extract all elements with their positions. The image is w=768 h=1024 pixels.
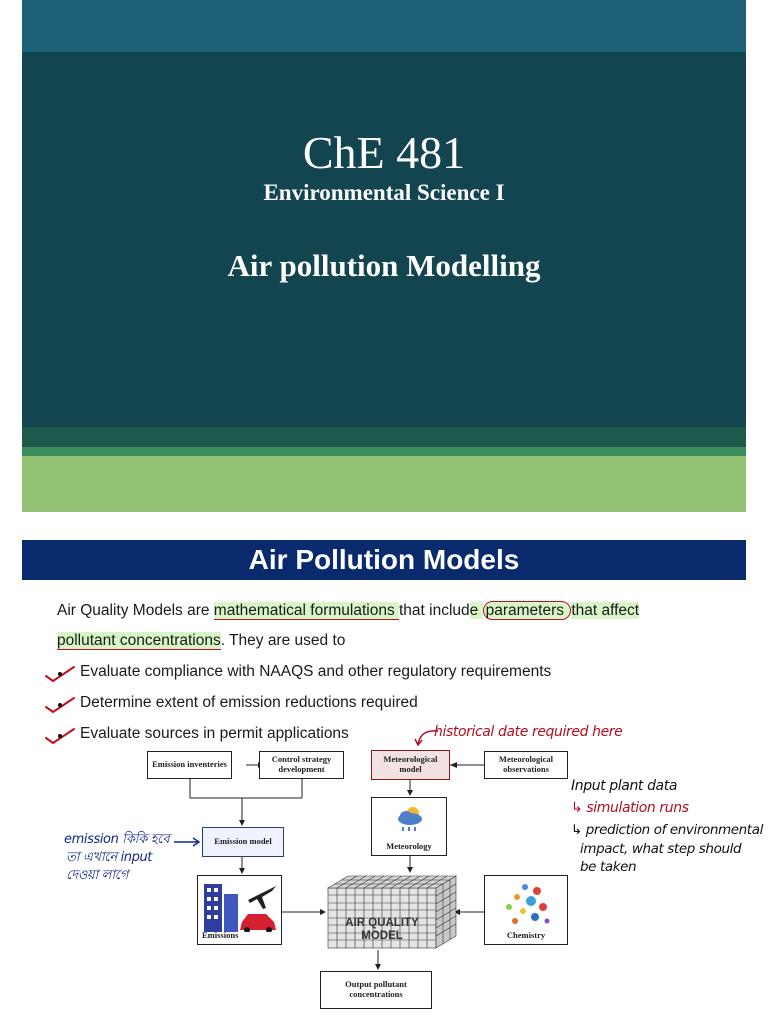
box-output-concentrations: Output pollutant concentrations [320,971,432,1009]
aq-label-line1: AIR QUALITY [345,917,419,929]
intro-text: . They are used to [220,632,346,649]
circled-parameters: parameters [483,601,572,620]
box-meteorological-model: Meteorological model [371,750,450,780]
highlight-pollutant-concentrations: pollutant concentrations [57,632,221,649]
bullet-item: Evaluate compliance with NAAQS and other regulatory requirements [80,663,552,680]
course-subtitle: Environmental Science I [263,180,505,205]
aq-label-line2: MODEL [361,930,403,942]
intro-text: e [469,602,483,619]
highlight-affect: that affect [571,602,640,619]
city-emissions-icon [200,878,280,932]
annotation-emission-note-1: emission কিকি হবে [64,832,170,847]
intro-text: Air Quality Models are [57,602,214,619]
box-chemistry [484,875,568,945]
molecules-icon [495,879,559,929]
annotation-impact: impact, what step should [580,841,742,857]
box-emission-inventories: Emission inventeries [147,751,232,779]
annotation-historical: historical date required here [434,724,623,740]
bullet-item: Determine extent of emission reductions required [80,694,418,711]
highlight-math-formulations: mathematical formulations [213,602,399,619]
chemistry-label: Chemistry [506,930,546,940]
box-meteorology [371,797,447,856]
box-emission-model: Emission model [202,827,284,857]
box-emissions [197,875,282,945]
course-code: ChE 481 [302,127,466,178]
bullet-item: Evaluate sources in permit applications [80,725,349,742]
annotation-emission-note-2: তা এখানে input [66,850,153,865]
box-control-strategy: Control strategy development [259,751,344,779]
air-quality-model-label [328,917,436,943]
weather-cloud-icon [393,802,427,836]
emissions-label: Emissions [202,930,239,940]
annotation-input-plant-data: Input plant data [571,778,678,794]
annotation-prediction: ↳ prediction of environmental [571,822,763,838]
meteorology-label: Meteorology [386,841,432,851]
intro-text: that includ [399,602,470,619]
annotation-emission-note-3: দেওয়া লাগে [66,868,129,883]
slide-title: Air Pollution Models [22,540,746,580]
box-meteorological-observations: Meteorological observations [484,751,568,779]
annotation-be-taken: be taken [580,859,637,875]
annotation-simulation-runs: ↳ simulation runs [571,800,689,816]
annotation-arrow-icon [172,835,202,849]
lecture-topic: Air pollution Modelling [227,248,541,283]
